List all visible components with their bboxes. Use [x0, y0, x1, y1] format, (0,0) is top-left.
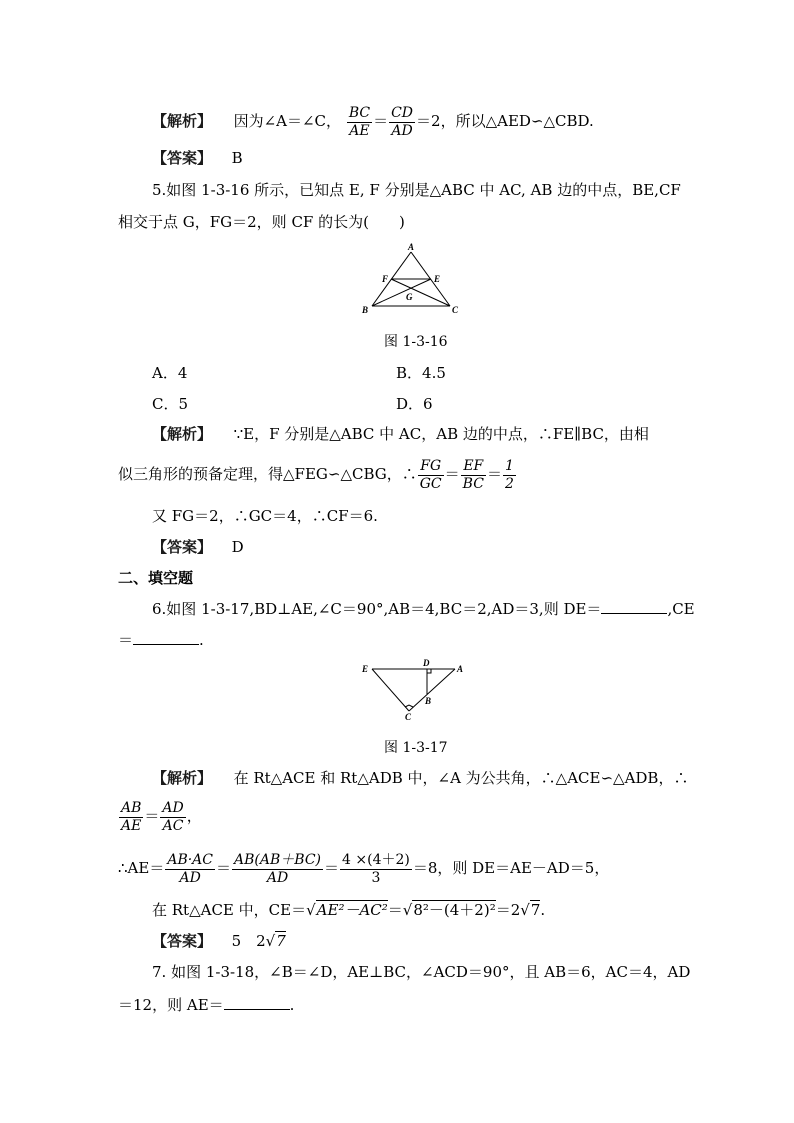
text: 似三角形的预备定理，得△FEG∽△CBG，∴ — [118, 465, 417, 483]
text: . — [540, 901, 546, 919]
section-heading: 二、填空题 — [118, 569, 194, 587]
fraction: $\frac{4 \times(4+2)}{3}$ — [342, 851, 410, 886]
fraction: $\frac{BC}{AE}$ — [348, 104, 371, 139]
q5-analysis-line1 — [152, 424, 712, 444]
equals: ＝ — [373, 112, 389, 130]
option-a: A．4 — [152, 364, 188, 382]
answer-blank — [601, 599, 667, 614]
text: ＝12，则 AE＝ — [118, 996, 224, 1014]
text: ＝ — [118, 631, 134, 649]
text: . — [199, 631, 204, 649]
q6-line1 — [152, 599, 695, 619]
text: ＝2 — [495, 901, 521, 919]
fraction: $\frac{CD}{AD}$ — [391, 104, 414, 139]
label-A: A — [457, 664, 464, 674]
equals: ＝ — [387, 901, 403, 919]
text: ∴AE＝ — [118, 859, 165, 877]
figure-1-3-17 — [360, 656, 470, 722]
answer-line-prev — [152, 148, 712, 168]
sqrt: 7 — [276, 932, 286, 950]
sqrt: 7 — [530, 901, 541, 919]
text: 在 Rt△ACE 中，CE＝ — [152, 901, 307, 919]
q6-answer: 【答案】 5 2√7 — [152, 932, 286, 950]
fraction: $\frac{AB(AB+BC)}{AD}$ — [234, 851, 321, 886]
text: 6.如图 1-3-17,BD⊥AE,∠C＝90°,AB＝4,BC＝2,AD＝3,则 DE＝ — [152, 600, 602, 618]
analysis-tag: 【解析】 — [152, 769, 213, 787]
text: 在 Rt△ACE 和 Rt△ADB 中，∠A 为公共角，∴△ACE∽△ADB，∴ — [233, 769, 689, 787]
label-F: F — [382, 274, 389, 284]
text: 因为∠A＝∠C， — [233, 112, 342, 130]
figure-caption: 图 1-3-17 — [384, 740, 448, 756]
option-c: C．5 — [152, 395, 189, 413]
fraction: $\frac{FG}{GC}$ — [419, 457, 442, 492]
fraction: $\frac{AB}{AE}$ — [121, 799, 142, 834]
label-E: E — [362, 664, 369, 674]
fraction: $\frac{AD}{AC}$ — [162, 799, 184, 834]
q6-analysis-line2: $\frac{AB}{AE}$ ＝ $\frac{AD}{AC}$ ， — [121, 799, 202, 834]
option-b: B．4.5 — [396, 364, 446, 382]
fraction: $\frac{EF}{BC}$ — [462, 457, 484, 492]
sqrt: AE²－AC² — [316, 901, 388, 919]
figure-caption: 图 1-3-16 — [384, 334, 448, 350]
q6-line2 — [118, 630, 678, 650]
text: ∵E，F 分别是△ABC 中 AC，AB 边的中点，∴FE∥BC，由相 — [233, 425, 649, 443]
label-B: B — [425, 696, 432, 706]
analysis-tag: 【解析】 — [152, 425, 213, 443]
figure-1-3-16 — [360, 240, 465, 320]
label-G: G — [406, 292, 413, 302]
answer-value: D — [231, 538, 244, 556]
answer-tag: 【答案】 — [152, 538, 213, 556]
answer-tag: 【答案】 — [152, 932, 213, 950]
answer-blank — [224, 995, 290, 1010]
q5-answer — [152, 537, 712, 557]
q5-line1: 5.如图 1-3-16 所示，已知点 E, F 分别是△ABC 中 AC, AB 边的中点，BE,CF — [152, 181, 681, 199]
option-d: D．6 — [396, 395, 433, 413]
label-C: C — [452, 305, 459, 315]
text: . — [289, 996, 295, 1014]
q5-analysis-line2: 似三角形的预备定理，得△FEG∽△CBG，∴ $\frac{FG}{GC}$ ＝ $\frac{EF}{BC}$ ＝ $\frac{1}{2}$ — [118, 457, 514, 492]
text: ＝8，则 DE＝AE－AD＝5， — [412, 859, 610, 877]
analysis-tag: 【解析】 — [152, 112, 213, 130]
label-A: A — [408, 242, 415, 252]
q7-line2 — [118, 995, 678, 1015]
fraction: $\frac{AB\cdot AC}{AD}$ — [167, 851, 213, 886]
answer-blank — [133, 630, 199, 645]
analysis-line-prev — [152, 104, 712, 138]
answer-tag: 【答案】 — [152, 149, 213, 167]
label-E: E — [434, 274, 441, 284]
q6-analysis-line3: ∴AE＝ $\frac{AB\cdot AC}{AD}$ ＝ $\frac{AB(AB+BC)}{AD}$ ＝ $\frac{4 \times(4+2)}{3}$ ＝8，则 DE＝AE－AD＝5， — [118, 851, 610, 886]
q5-analysis-line3: 又 FG＝2，∴GC＝4，∴CF＝6. — [152, 507, 378, 525]
answer-value: 5 2 — [231, 932, 266, 950]
text: ,CE — [667, 600, 695, 618]
q7-line1: 7. 如图 1-3-18，∠B＝∠D，AE⊥BC，∠ACD＝90°，且 AB＝6，AC＝4，AD — [152, 963, 691, 981]
label-B: B — [362, 305, 369, 315]
q6-analysis-line1 — [152, 768, 712, 788]
q6-analysis-line4: 在 Rt△ACE 中，CE＝√AE²－AC²＝√8²－(4＋2)²＝2√7. — [152, 901, 546, 919]
comma: ， — [186, 807, 202, 825]
sqrt: 8²－(4＋2)² — [413, 901, 496, 919]
q5-line2: 相交于点 G，FG＝2，则 CF 的长为( ) — [118, 213, 405, 231]
answer-value: B — [231, 149, 243, 167]
label-D: D — [423, 658, 430, 668]
label-C: C — [405, 712, 412, 722]
fraction: $\frac{1}{2}$ — [504, 457, 514, 492]
text: ＝2，所以△AED∽△CBD. — [416, 112, 594, 130]
